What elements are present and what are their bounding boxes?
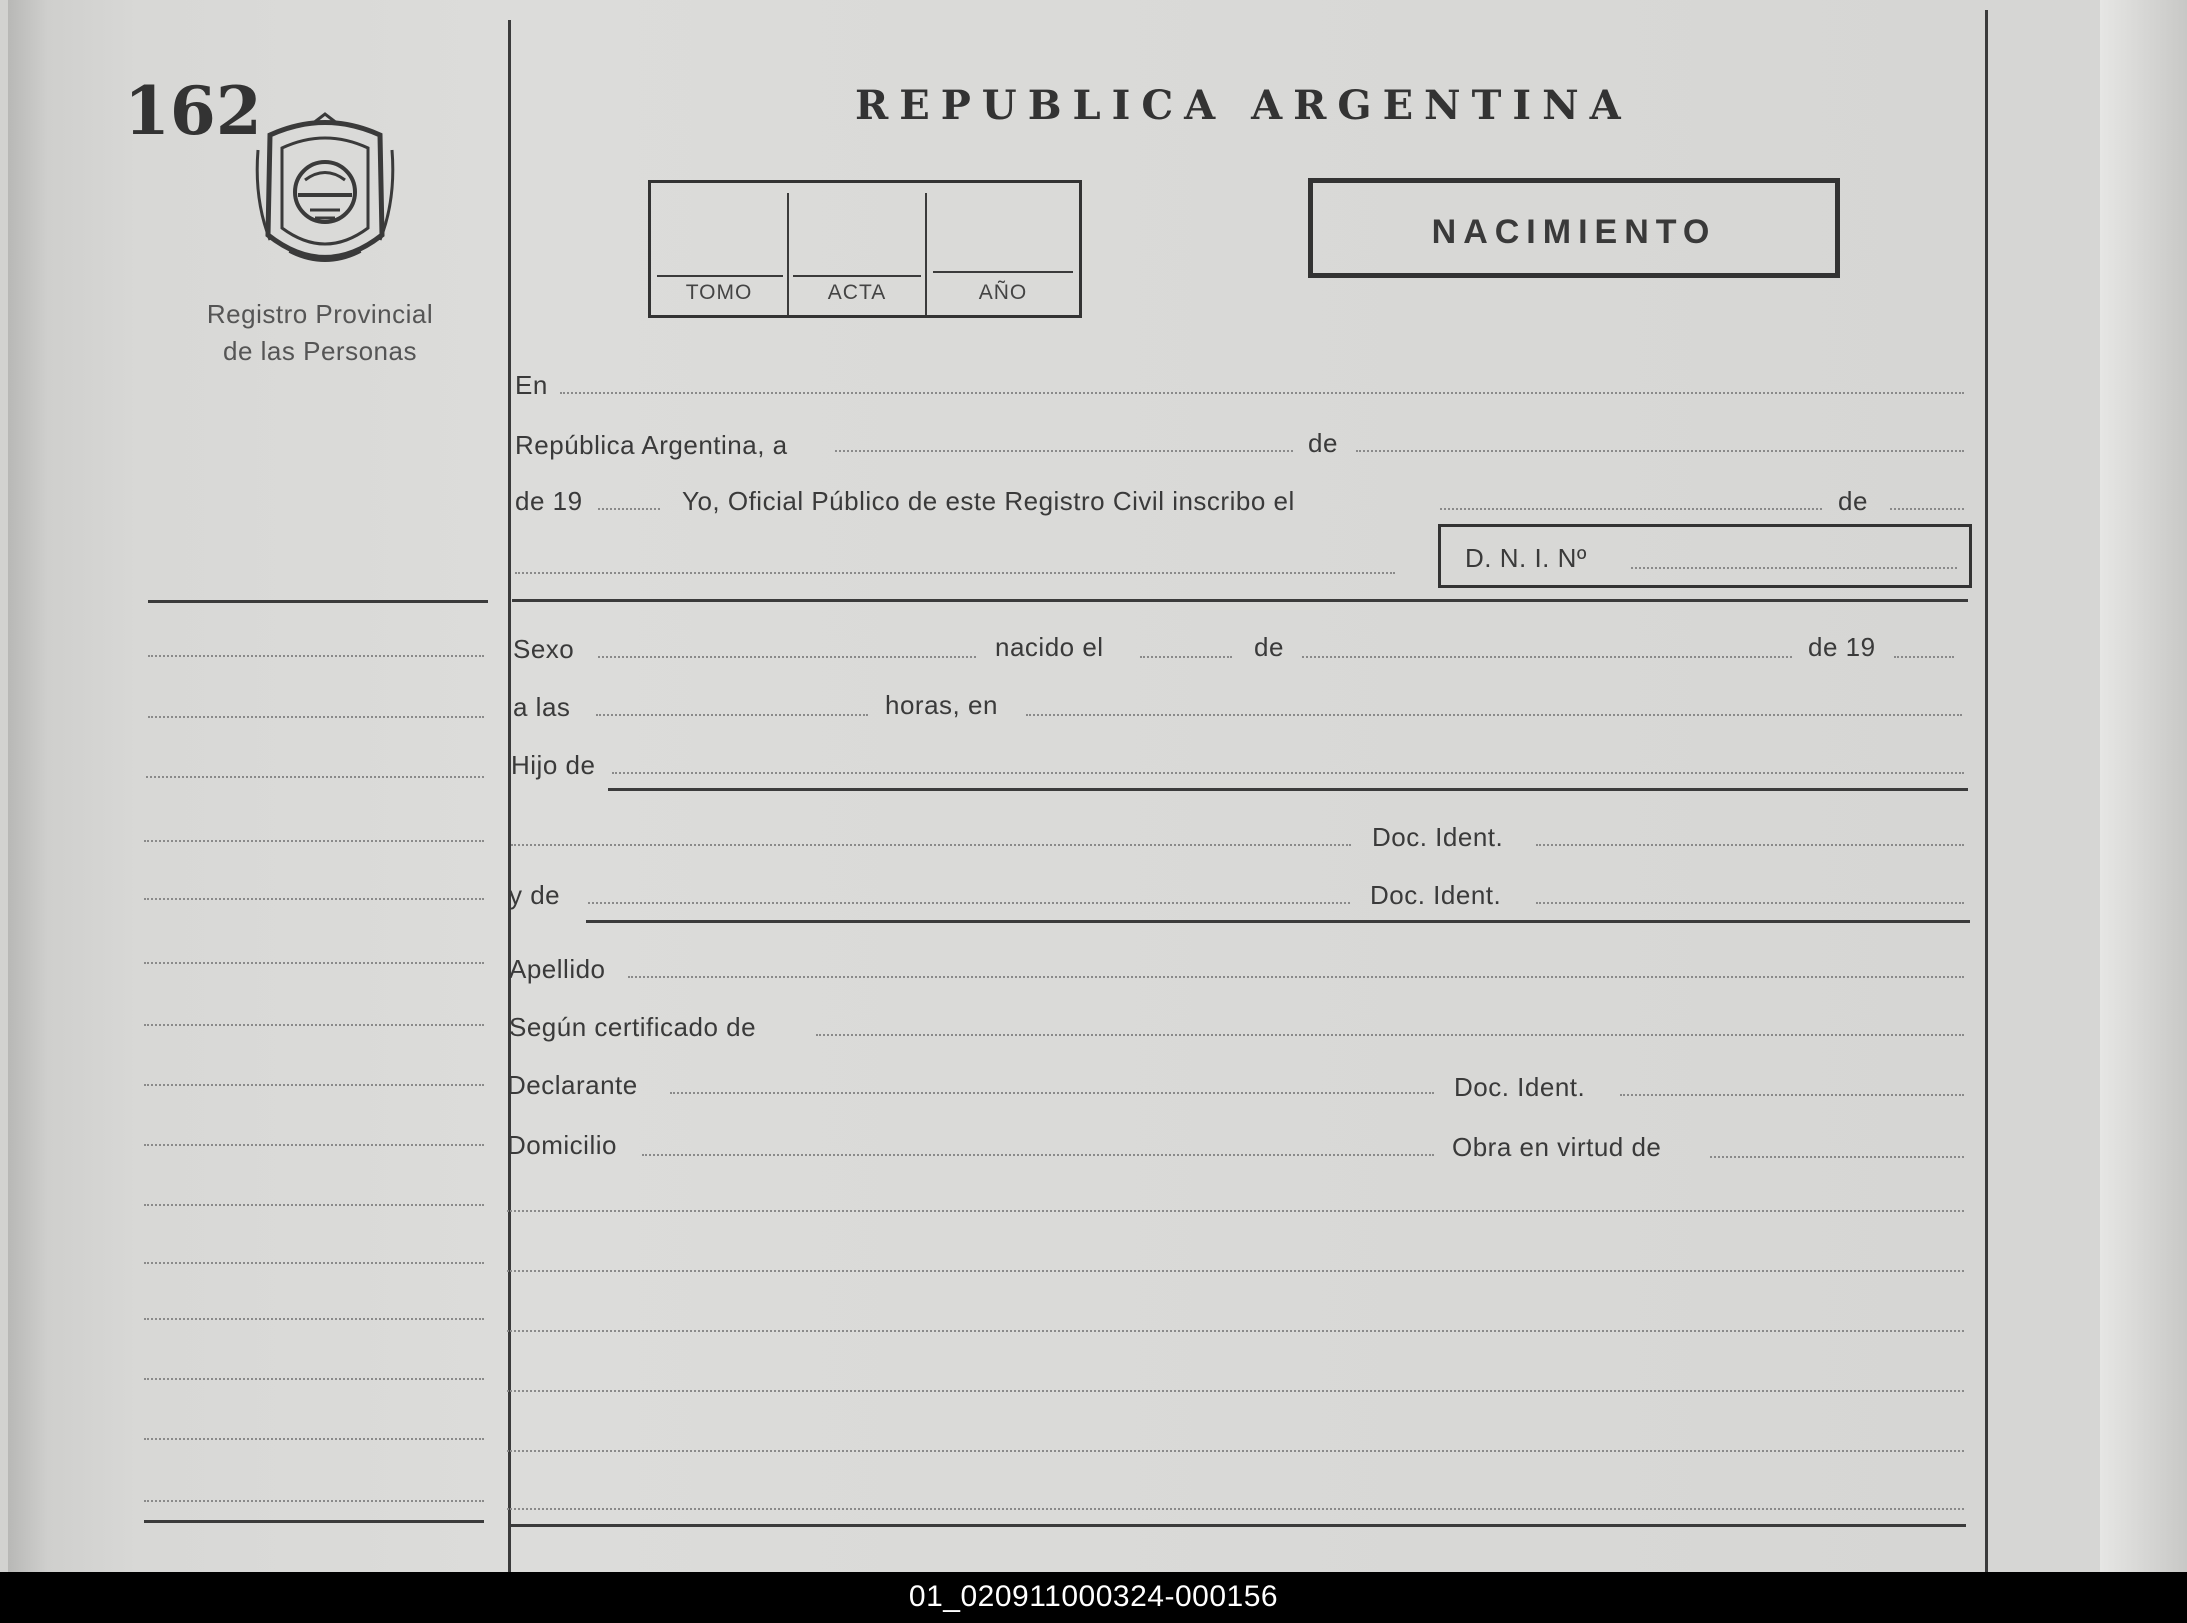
domicilio-field[interactable] bbox=[642, 1154, 1434, 1156]
margin-line bbox=[144, 962, 484, 964]
de-label: de bbox=[1308, 428, 1338, 458]
note-line[interactable] bbox=[507, 1330, 1964, 1332]
folio-number: 162 bbox=[124, 72, 262, 150]
dni-label: D. N. I. Nº bbox=[1465, 543, 1587, 573]
image-id-label: 01_020911000324-000156 bbox=[908, 1580, 1279, 1613]
inscription-day-field[interactable] bbox=[1440, 508, 1822, 510]
month-field[interactable] bbox=[1356, 450, 1964, 452]
bottom-rule bbox=[510, 1524, 1966, 1527]
parent2-rule bbox=[586, 920, 1970, 923]
parent1-field[interactable] bbox=[612, 772, 1964, 774]
sexo-field[interactable] bbox=[598, 656, 976, 658]
parent2-field[interactable] bbox=[588, 902, 1350, 904]
republica-label: República Argentina, a bbox=[515, 430, 788, 460]
ano-field[interactable] bbox=[927, 185, 1079, 315]
en-label: En bbox=[515, 370, 548, 400]
margin-line bbox=[144, 1024, 484, 1026]
coat-of-arms-seal-icon bbox=[250, 110, 400, 275]
margin-line bbox=[144, 1378, 484, 1380]
doc-ident-label-2: Doc. Ident. bbox=[1370, 880, 1502, 910]
parent1-doc-field[interactable] bbox=[1536, 844, 1964, 846]
declarante-field[interactable] bbox=[670, 1092, 1434, 1094]
margin-divider bbox=[508, 20, 511, 1572]
note-line[interactable] bbox=[507, 1450, 1964, 1452]
acta-field[interactable] bbox=[789, 185, 925, 315]
section-rule-1 bbox=[512, 599, 1968, 602]
birth-month-field[interactable] bbox=[1302, 656, 1792, 658]
domicilio-label: Domicilio bbox=[507, 1130, 617, 1160]
a-las-label: a las bbox=[513, 692, 571, 722]
birth-day-field[interactable] bbox=[1140, 656, 1232, 658]
nacido-el-label: nacido el bbox=[995, 632, 1104, 662]
apellido-field[interactable] bbox=[628, 976, 1964, 978]
hour-field[interactable] bbox=[596, 714, 868, 716]
margin-line bbox=[144, 1262, 484, 1264]
de-label-2: de bbox=[1838, 486, 1868, 516]
apellido-label: Apellido bbox=[509, 954, 606, 984]
doc-ident-label-3: Doc. Ident. bbox=[1454, 1072, 1586, 1102]
en-field[interactable] bbox=[560, 392, 1964, 394]
hijo-de-label: Hijo de bbox=[511, 750, 596, 780]
registry-line-1: Registro Provincial bbox=[206, 299, 434, 329]
de-label-3: de bbox=[1254, 632, 1284, 662]
margin-line bbox=[144, 1144, 484, 1146]
page-title: REPUBLICA ARGENTINA bbox=[855, 82, 1632, 129]
doc-ident-label: Doc. Ident. bbox=[1372, 822, 1504, 852]
right-border bbox=[1985, 10, 1988, 1572]
dni-box bbox=[1438, 524, 1972, 588]
margin-line bbox=[146, 776, 484, 778]
margin-line bbox=[144, 1500, 484, 1502]
margin-line bbox=[144, 840, 484, 842]
note-line[interactable] bbox=[507, 1508, 1964, 1510]
oficial-text: Yo, Oficial Público de este Registro Civil inscribo el bbox=[682, 486, 1295, 516]
birth-year-field[interactable] bbox=[1894, 656, 1954, 658]
inscription-month-field[interactable] bbox=[1890, 508, 1964, 510]
obra-label: Obra en virtud de bbox=[1452, 1132, 1662, 1162]
margin-line bbox=[148, 655, 484, 657]
declarante-doc-field[interactable] bbox=[1620, 1094, 1964, 1096]
margin-line bbox=[148, 716, 484, 718]
dni-field[interactable] bbox=[1631, 567, 1957, 569]
margin-line bbox=[144, 1438, 484, 1440]
parent1-name-cont-field[interactable] bbox=[511, 844, 1351, 846]
segun-certificado-label: Según certificado de bbox=[509, 1012, 757, 1042]
note-line[interactable] bbox=[507, 1210, 1964, 1212]
registry-line-2: de las Personas bbox=[223, 336, 417, 366]
birth-place-field[interactable] bbox=[1026, 714, 1962, 716]
margin-separator bbox=[148, 600, 488, 603]
child-name-field[interactable] bbox=[515, 572, 1395, 574]
footer-bar bbox=[0, 1572, 2187, 1623]
de19-label: de 19 bbox=[515, 486, 583, 516]
ano-label: AÑO bbox=[978, 281, 1028, 304]
note-line[interactable] bbox=[507, 1390, 1964, 1392]
tomo-acta-ano-box bbox=[648, 180, 1082, 318]
certificado-field[interactable] bbox=[816, 1034, 1964, 1036]
acta-label: ACTA bbox=[827, 281, 887, 304]
horas-en-label: horas, en bbox=[885, 690, 998, 720]
obra-field[interactable] bbox=[1710, 1156, 1964, 1158]
note-line[interactable] bbox=[507, 1270, 1964, 1272]
de19-label-2: de 19 bbox=[1808, 632, 1876, 662]
tomo-label: TOMO bbox=[685, 281, 753, 304]
record-type: NACIMIENTO bbox=[1431, 213, 1717, 251]
sexo-label: Sexo bbox=[513, 634, 575, 664]
margin-line bbox=[144, 1318, 484, 1320]
tomo-field[interactable] bbox=[651, 185, 787, 315]
record-type-box bbox=[1308, 178, 1840, 278]
registry-name bbox=[180, 296, 460, 370]
margin-bottom-rule bbox=[144, 1520, 484, 1523]
parent2-doc-field[interactable] bbox=[1536, 902, 1964, 904]
margin-line bbox=[144, 1204, 484, 1206]
day-field[interactable] bbox=[835, 450, 1293, 452]
year-field[interactable] bbox=[598, 508, 660, 510]
page-edge bbox=[2100, 0, 2187, 1572]
declarante-label: Declarante bbox=[507, 1070, 638, 1100]
parent1-rule bbox=[608, 788, 1968, 791]
y-de-label: y de bbox=[509, 880, 561, 910]
margin-line bbox=[144, 1084, 484, 1086]
margin-line bbox=[144, 898, 484, 900]
